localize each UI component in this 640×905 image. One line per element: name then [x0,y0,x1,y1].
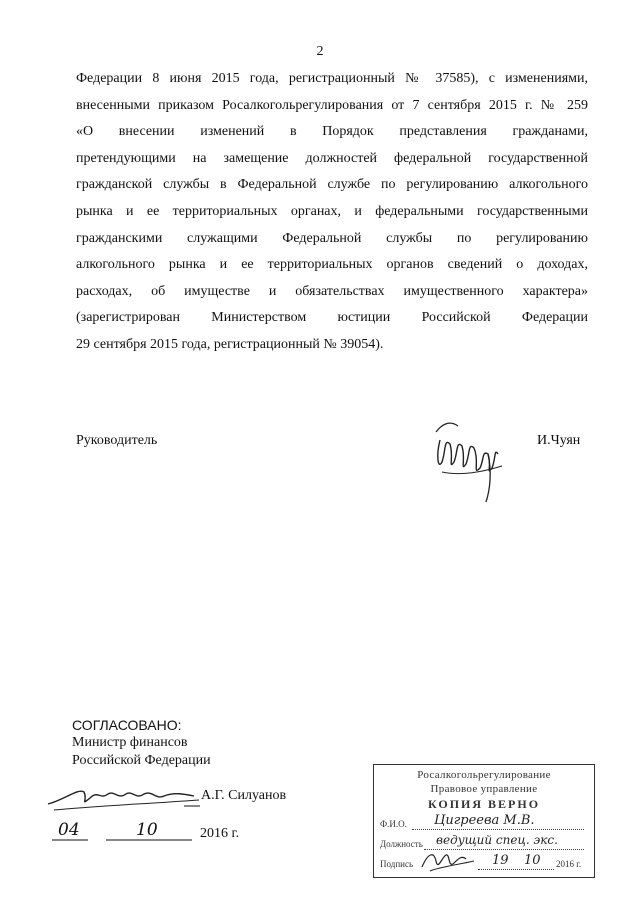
stamp-fio-underline [412,829,584,830]
body-line: внесенными приказом Росалкогольрегулирования от 7 сентября 2015 г. № 259 [76,97,588,113]
stamp-title: КОПИЯ ВЕРНО [427,797,541,811]
body-line: 29 сентября 2015 года, регистрационный № 39054). [76,336,384,352]
stamp-position-label: Должность [380,839,423,849]
page-number: 2 [316,44,324,59]
stamp-date-underline [478,869,554,870]
copy-certified-stamp [373,764,595,878]
body-line: расходах, об имуществе и обязательствах имущественного характера» [76,283,588,299]
head-signature [432,410,512,506]
stamp-sign-label: Подпись [380,859,414,869]
body-line: гражданскими служащими Федеральной службы по регулированию [76,230,588,246]
body-line: (зарегистрирован Министерством юстиции Российской Федерации [76,310,588,326]
body-line: Федерации 8 июня 2015 года, регистрационный № 37585), с изменениями, [76,71,588,86]
stamp-fio-label: Ф.И.О. [380,819,407,829]
stamp-position-value: ведущий спец. экс. [436,833,558,847]
minister-name: А.Г. Силуанов [201,788,287,803]
body-line: рынка и ее территориальных органах, и федеральными государственными [76,203,588,219]
stamp-signature [420,847,480,875]
date-underlines [44,820,274,854]
approval-title: СОГЛАСОВАНО: [72,717,182,733]
date-year: 2016 г. [200,826,240,841]
stamp-dept: Правовое управление [430,783,538,795]
stamp-fio-value: Цигреева М.В. [434,813,535,828]
body-line: алкогольного рынка и ее территориальных органов сведений о доходах, [76,257,588,273]
approval-position: Российской Федерации [72,753,211,768]
signer-role: Руководитель [76,433,158,448]
stamp-date-day: 19 [492,853,509,868]
signer-name: И.Чуян [537,433,581,448]
body-line: гражданской службы в Федеральной службе по регулированию алкогольного [76,177,588,193]
date-day: 04 [58,820,80,840]
date-month: 10 [136,820,158,840]
body-line: претендующими на замещение должностей федеральной государственной [76,150,588,166]
approval-position: Министр финансов [72,735,188,750]
approval-date [44,820,274,854]
stamp-date-year: 2016 г. [556,859,582,869]
document-body [76,66,588,359]
approval-block [72,716,211,770]
stamp-org: Росалкогольрегулирование [417,769,551,781]
stamp-date-month: 10 [524,853,541,868]
body-line: «О внесении изменений в Порядок представления гражданами, [76,124,588,140]
